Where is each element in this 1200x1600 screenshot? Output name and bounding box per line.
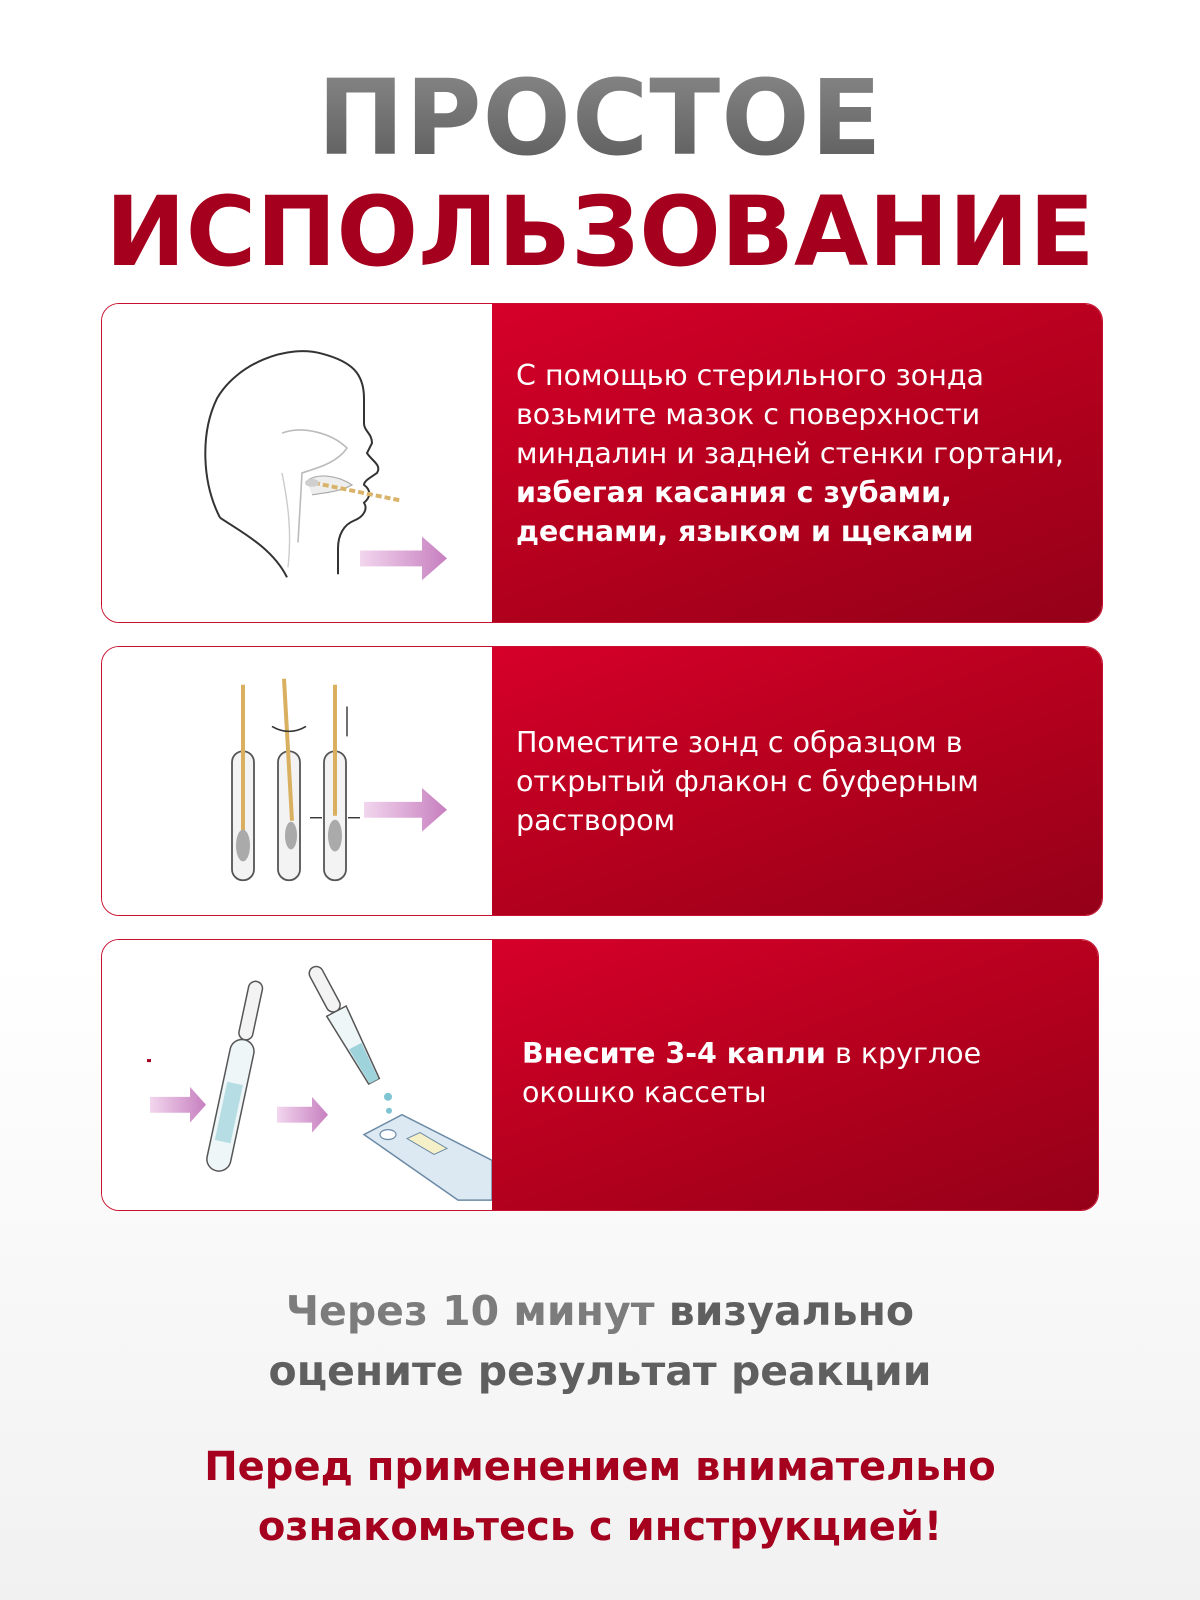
step-2-text: Поместите зонд с образцом в открытый флакон с буферным раствором <box>516 726 979 837</box>
result-note <box>0 1281 1200 1401</box>
swab-in-vial-illustration <box>102 647 492 915</box>
step-2-panel <box>492 647 1102 915</box>
warning-line-2: ознакомьтесь с инструкцией! <box>257 1504 943 1550</box>
title-line-1: ПРОСТОЕ <box>0 58 1200 178</box>
step-1-panel <box>492 304 1102 622</box>
step-1-text-bold: избегая касания с зубами, деснами, языком и щеками <box>516 476 974 548</box>
result-note-part-2: визуально <box>668 1287 915 1335</box>
title-line-2: ИСПОЛЬЗОВАНИЕ <box>105 176 1095 288</box>
warning-line-1: Перед применением внимательно <box>204 1444 996 1490</box>
result-note-line-1 <box>0 1281 1200 1341</box>
step-3-panel <box>492 940 1098 1210</box>
step-3-text-bold: Внесите 3-4 капли <box>522 1037 826 1070</box>
step-card-3 <box>101 939 1099 1211</box>
step-3-text <box>522 1034 1068 1112</box>
step-1-text-regular: С помощью стерильного зонда возьмите мазок с поверхности миндалин и задней стенки гортани, <box>516 359 1064 470</box>
step-card-1 <box>101 303 1103 623</box>
step-1-text <box>516 356 1072 551</box>
step-card-2 <box>101 646 1103 916</box>
warning-note <box>0 1437 1200 1557</box>
step-3-text-regular: в круглое окошко кассеты <box>522 1037 982 1109</box>
throat-swab-illustration <box>102 304 492 622</box>
result-note-line-2: оцените результат реакции <box>268 1347 932 1395</box>
drops-on-cassette-illustration <box>102 940 492 1210</box>
result-note-part-1: Через 10 минут <box>285 1287 669 1335</box>
